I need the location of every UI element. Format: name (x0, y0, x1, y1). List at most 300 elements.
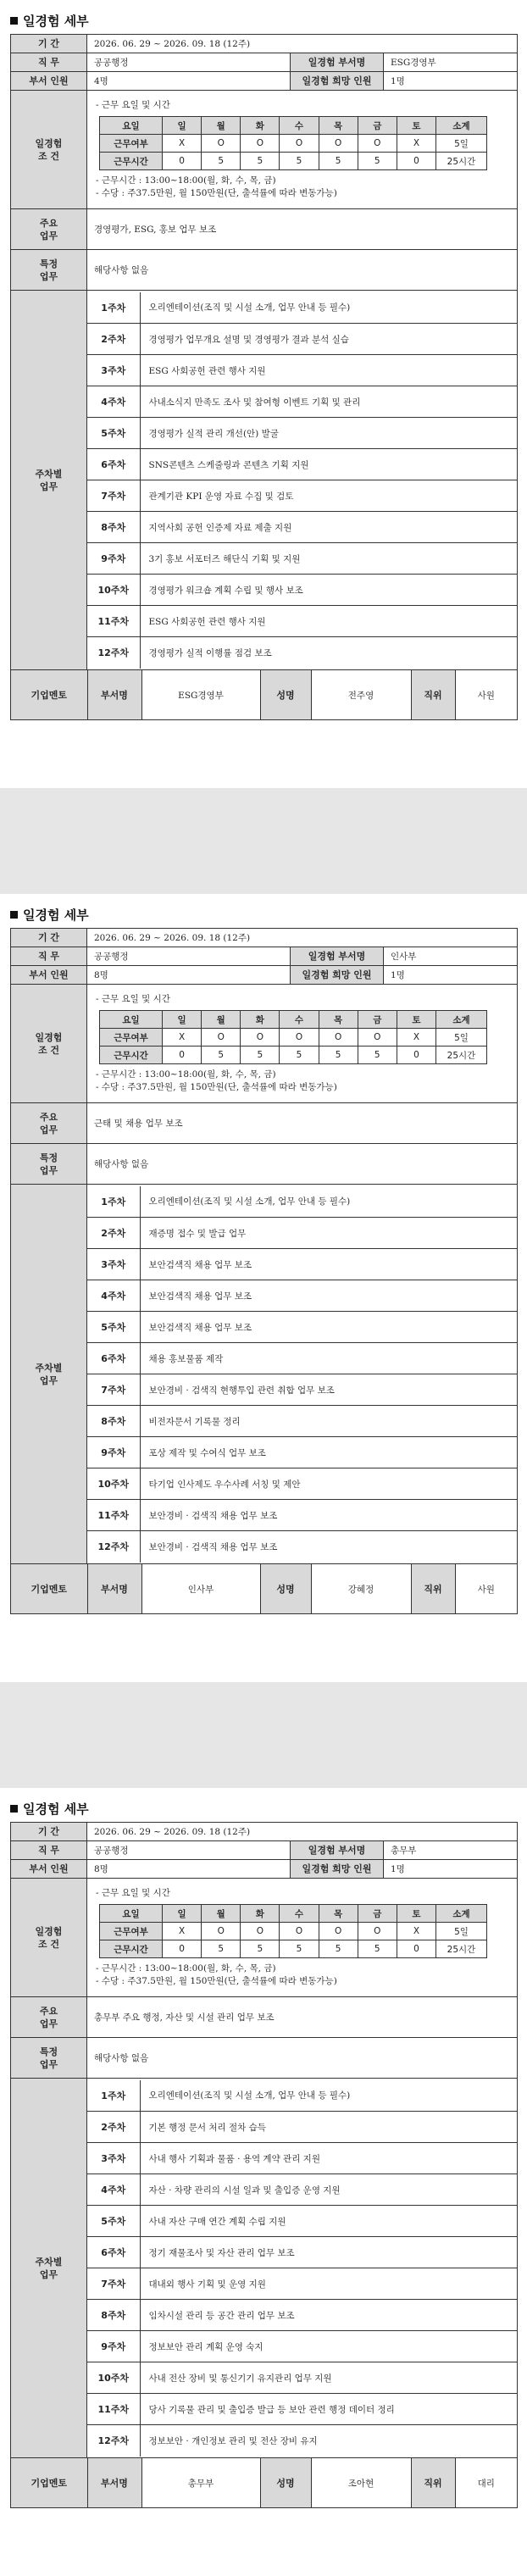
schedule-header-cell: 금 (358, 1905, 397, 1923)
dept-value: 인사부 (384, 947, 518, 966)
week-row (87, 2425, 517, 2457)
schedule-header-cell: 토 (397, 117, 435, 135)
week-row (87, 2174, 517, 2206)
week-task: ESG 사회공헌 관련 행사 지원 (140, 355, 517, 386)
conditions-label: 일경험 조 건 (11, 91, 87, 209)
dept-label: 일경험 부서명 (291, 53, 384, 72)
schedule-row-label: 근무시간 (100, 153, 163, 170)
schedule-cell: O (358, 1923, 397, 1940)
schedule-cell: 5 (202, 1940, 241, 1958)
week-label: 8주차 (87, 1406, 140, 1437)
week-task: 정보보안 관리 계획 운영 숙지 (140, 2331, 517, 2362)
hours-note: - 근무시간 : 13:00~18:00(월, 화, 수, 목, 금) (96, 175, 276, 186)
job-value: 공공행정 (87, 947, 291, 966)
week-task: 사내 자산 구매 연간 계획 수립 지원 (140, 2206, 517, 2237)
week-label: 4주차 (87, 1280, 140, 1312)
mentor-position-value: 사원 (477, 690, 495, 701)
section-title-text: 일경험 세부 (23, 14, 89, 29)
week-row (87, 2268, 517, 2300)
week-row (87, 449, 517, 480)
main-work-label: 주요 업무 (11, 209, 87, 250)
wanted-value: 1명 (384, 1860, 518, 1879)
week-task: 보안경비 · 검색직 현행투입 관련 취합 업무 보조 (140, 1374, 517, 1406)
schedule-header-cell: 목 (319, 117, 358, 135)
schedule-cell: O (319, 135, 358, 153)
dept-value: 총무부 (384, 1841, 518, 1860)
week-task: 3기 홍보 서포터즈 해단식 기획 및 지원 (140, 543, 517, 575)
week-task: 타기업 인사제도 우수사례 서칭 및 제안 (140, 1468, 517, 1500)
schedule-header-row (100, 1905, 487, 1923)
week-label: 3주차 (87, 1249, 140, 1280)
week-row (87, 2080, 517, 2112)
schedule-cell: O (319, 1029, 358, 1046)
week-row (87, 355, 517, 386)
week-row (87, 512, 517, 543)
schedule-cell: 0 (163, 1046, 202, 1064)
mentor-row (11, 1564, 518, 1614)
week-task: 사내소식지 만족도 조사 및 참여형 이벤트 기획 및 관리 (140, 386, 517, 418)
week-row (87, 1218, 517, 1249)
schedule-intro: - 근무 요일 및 시간 (96, 1888, 170, 1898)
job-label: 직 무 (11, 947, 87, 966)
dept-label: 일경험 부서명 (291, 1841, 384, 1860)
period-value: 2026. 06. 29 ~ 2026. 09. 18 (12주) (87, 1823, 518, 1841)
week-row (87, 2331, 517, 2362)
job-value: 공공행정 (87, 1841, 291, 1860)
mentor-dept-label: 부서명 (87, 1564, 141, 1613)
mentor-dept-label: 부서명 (87, 670, 141, 719)
conditions-label: 일경험 조 건 (11, 985, 87, 1103)
week-label: 11주차 (87, 1500, 140, 1531)
week-task: 경영평가 워크숍 계획 수립 및 행사 보조 (140, 575, 517, 606)
schedule-header-cell: 일 (163, 1905, 202, 1923)
week-label: 10주차 (87, 2362, 140, 2394)
week-task: 임차시설 관리 등 공간 관리 업무 보조 (140, 2300, 517, 2331)
schedule-cell: 5 (358, 1046, 397, 1064)
week-label: 1주차 (87, 2080, 140, 2112)
schedule-header-cell: 요일 (100, 1905, 163, 1923)
schedule-header-cell: 월 (202, 117, 241, 135)
week-task: 대내외 행사 기획 및 운영 지원 (140, 2268, 517, 2300)
mentor-dept-label: 부서명 (87, 2458, 141, 2507)
square-bullet-icon (10, 911, 18, 919)
schedule-row-hours (100, 1046, 487, 1064)
schedule-cell: 5일 (436, 1923, 487, 1940)
week-task: 보안검색직 채용 업무 보조 (140, 1312, 517, 1343)
section-title (10, 906, 89, 924)
schedule-table (99, 1010, 487, 1064)
weekly-table (87, 2080, 517, 2457)
headcount-value: 8명 (87, 966, 291, 985)
weekly-work-label: 주차별 업무 (11, 2079, 87, 2458)
schedule-cell: 25시간 (436, 1940, 487, 1958)
schedule-header-cell: 화 (241, 1905, 280, 1923)
week-row (87, 637, 517, 669)
schedule-row-label: 근무여부 (100, 135, 163, 153)
week-task: 사내 전산 장비 및 통신기기 유지관리 업무 지원 (140, 2362, 517, 2394)
week-task: 경영평가 실적 이행률 점검 보조 (148, 647, 272, 658)
mentor-name-label: 성명 (260, 670, 311, 719)
hours-note: - 근무시간 : 13:00~18:00(월, 화, 수, 목, 금) (96, 1963, 276, 1974)
week-row (87, 1312, 517, 1343)
mentor-position-value: 대리 (477, 2478, 495, 2489)
wanted-value: 1명 (384, 72, 518, 91)
main-work-label: 주요 업무 (11, 1103, 87, 1144)
schedule-cell: 5 (319, 1940, 358, 1958)
week-row (87, 2300, 517, 2331)
schedule-header-cell: 수 (280, 117, 319, 135)
pay-note: - 수당 : 주37.5만원, 월 150만원(단, 출석률에 따라 변동가능) (96, 188, 337, 198)
mentor-table (11, 2458, 517, 2507)
mentor-name-value: 전주영 (311, 670, 411, 719)
schedule-cell: X (397, 135, 435, 153)
headcount-label: 부서 인원 (11, 1860, 87, 1879)
schedule-cell: O (241, 135, 280, 153)
mentor-dept-value: 인사부 (141, 1564, 260, 1613)
detail-table (10, 1822, 518, 2508)
week-label: 9주차 (87, 543, 140, 575)
schedule-cell: 5 (241, 1940, 280, 1958)
week-task: 당사 기록물 관리 및 출입증 발급 등 보안 관련 행정 데이터 정리 (140, 2394, 517, 2425)
schedule-intro: - 근무 요일 및 시간 (96, 100, 170, 110)
weekly-table (87, 1186, 517, 1563)
week-label: 3주차 (87, 2143, 140, 2174)
main-work-value: 경영평가, ESG, 홍보 업무 보조 (87, 209, 518, 250)
week-row (87, 2112, 517, 2143)
schedule-row-label: 근무여부 (100, 1029, 163, 1046)
week-label: 12주차 (87, 2425, 140, 2457)
headcount-value: 8명 (87, 1860, 291, 1879)
week-row (87, 1468, 517, 1500)
pay-note: - 수당 : 주37.5만원, 월 150만원(단, 출석률에 따라 변동가능) (96, 1976, 337, 1986)
schedule-cell: O (358, 1029, 397, 1046)
schedule-cell: O (319, 1923, 358, 1940)
schedule-cell: O (202, 135, 241, 153)
week-label: 2주차 (87, 324, 140, 355)
week-row (87, 418, 517, 449)
week-label: 4주차 (87, 386, 140, 418)
schedule-row-hours (100, 1940, 487, 1958)
schedule-cell: 5 (280, 153, 319, 170)
week-task: 관계기관 KPI 운영 자료 수집 및 검토 (140, 480, 517, 512)
week-task: 사내 행사 기획과 물품 · 용역 계약 관리 지원 (140, 2143, 517, 2174)
section-title (10, 1800, 89, 1818)
mentor-position-value: 사원 (477, 1584, 495, 1595)
week-label: 1주차 (87, 292, 140, 324)
weekly-work-cell (87, 2079, 518, 2458)
schedule-cell: 5 (241, 153, 280, 170)
week-label: 5주차 (87, 2206, 140, 2237)
week-row (87, 1437, 517, 1468)
schedule-row-label: 근무여부 (100, 1923, 163, 1940)
schedule-header-cell: 금 (358, 1011, 397, 1029)
week-row (87, 480, 517, 512)
mentor-position-label: 직위 (411, 1564, 455, 1613)
schedule-cell: X (163, 1923, 202, 1940)
main-work-value: 총무부 주요 행정, 자산 및 시설 관리 업무 보조 (87, 1997, 518, 2038)
week-label: 8주차 (87, 2300, 140, 2331)
week-task: 정보보안 · 개인정보 관리 및 전산 장비 유지 (148, 2435, 318, 2446)
schedule-row-workday (100, 135, 487, 153)
week-task: 보안검색직 채용 업무 보조 (140, 1280, 517, 1312)
main-work-label: 주요 업무 (11, 1997, 87, 2038)
section-title-text: 일경험 세부 (23, 1802, 89, 1817)
week-row (87, 1343, 517, 1374)
special-work-label: 특정 업무 (11, 250, 87, 291)
schedule-cell: 5 (202, 153, 241, 170)
week-label: 8주차 (87, 512, 140, 543)
mentor-label: 기업멘토 (11, 1564, 87, 1613)
week-row (87, 2206, 517, 2237)
mentor-table (11, 670, 517, 719)
section-title (10, 12, 89, 30)
mentor-position-label: 직위 (411, 670, 455, 719)
job-label: 직 무 (11, 53, 87, 72)
week-label: 6주차 (87, 1343, 140, 1374)
wanted-label: 일경험 희망 인원 (291, 72, 384, 91)
schedule-header-cell: 소계 (436, 117, 487, 135)
dept-label: 일경험 부서명 (291, 947, 384, 966)
schedule-cell: 0 (397, 1940, 435, 1958)
schedule-cell: 5 (358, 1940, 397, 1958)
mentor-dept-value: 총무부 (141, 2458, 260, 2507)
schedule-cell: 5 (319, 153, 358, 170)
square-bullet-icon (10, 17, 18, 25)
schedule-header-cell: 요일 (100, 117, 163, 135)
week-label: 6주차 (87, 2237, 140, 2268)
week-row (87, 1406, 517, 1437)
wanted-label: 일경험 희망 인원 (291, 966, 384, 985)
week-task: 자산 · 차량 관리의 시설 일과 및 출입증 운영 지원 (140, 2174, 517, 2206)
schedule-cell: 5일 (436, 1029, 487, 1046)
schedule-header-cell: 목 (319, 1011, 358, 1029)
schedule-header-row (100, 1011, 487, 1029)
week-label: 5주차 (87, 418, 140, 449)
week-label: 3주차 (87, 355, 140, 386)
week-row (87, 1249, 517, 1280)
schedule-cell: 5 (241, 1046, 280, 1064)
week-task: 경영평가 실적 관리 개선(안) 발굴 (140, 418, 517, 449)
week-row (87, 575, 517, 606)
week-task: 오리엔테이션(조직 및 시설 소개, 업무 안내 등 필수) (140, 292, 517, 324)
schedule-header-row (100, 117, 487, 135)
period-label: 기 간 (11, 929, 87, 947)
schedule-cell: O (202, 1923, 241, 1940)
mentor-label: 기업멘토 (11, 2458, 87, 2507)
mentor-name-label: 성명 (260, 2458, 311, 2507)
week-row (87, 1374, 517, 1406)
mentor-label: 기업멘토 (11, 670, 87, 719)
schedule-cell: O (280, 1923, 319, 1940)
period-label: 기 간 (11, 1823, 87, 1841)
schedule-cell: 0 (163, 1940, 202, 1958)
headcount-value: 4명 (87, 72, 291, 91)
schedule-header-cell: 화 (241, 1011, 280, 1029)
week-task: 비전자문서 기록물 정리 (140, 1406, 517, 1437)
week-task: 경영평가 업무개요 설명 및 경영평가 결과 분석 실습 (140, 324, 517, 355)
weekly-work-cell (87, 1185, 518, 1564)
weekly-table (87, 292, 517, 669)
conditions-label: 일경험 조 건 (11, 1879, 87, 1997)
schedule-cell: X (163, 135, 202, 153)
detail-page-1 (0, 0, 527, 788)
week-label: 9주차 (87, 2331, 140, 2362)
schedule-header-cell: 일 (163, 117, 202, 135)
week-label: 4주차 (87, 2174, 140, 2206)
week-label: 10주차 (87, 1468, 140, 1500)
schedule-header-cell: 수 (280, 1011, 319, 1029)
schedule-header-cell: 금 (358, 117, 397, 135)
week-task: 재증명 접수 및 발급 업무 (140, 1218, 517, 1249)
week-row (87, 386, 517, 418)
schedule-cell: 0 (397, 153, 435, 170)
schedule-cell: X (397, 1029, 435, 1046)
schedule-header-cell: 화 (241, 117, 280, 135)
headcount-label: 부서 인원 (11, 966, 87, 985)
detail-page-2 (0, 894, 527, 1682)
schedule-cell: O (241, 1029, 280, 1046)
week-task: 기본 행정 문서 처리 절차 습득 (140, 2112, 517, 2143)
mentor-row (11, 2458, 518, 2508)
schedule-header-cell: 월 (202, 1011, 241, 1029)
week-task: 정기 재물조사 및 자산 관리 업무 보조 (140, 2237, 517, 2268)
week-label: 12주차 (87, 637, 140, 669)
schedule-header-cell: 일 (163, 1011, 202, 1029)
schedule-row-hours (100, 153, 487, 170)
mentor-dept-value: ESG경영부 (141, 670, 260, 719)
week-task: 보안경비 · 검색직 채용 업무 보조 (148, 1541, 278, 1552)
week-label: 2주차 (87, 2112, 140, 2143)
week-row (87, 606, 517, 637)
schedule-row-workday (100, 1923, 487, 1940)
week-task: 채용 홍보물품 제작 (140, 1343, 517, 1374)
weekly-work-label: 주차별 업무 (11, 1185, 87, 1564)
schedule-cell: X (163, 1029, 202, 1046)
mentor-row (11, 670, 518, 720)
week-row (87, 2143, 517, 2174)
week-row (87, 1500, 517, 1531)
special-work-label: 특정 업무 (11, 2038, 87, 2079)
week-row (87, 1531, 517, 1563)
schedule-header-cell: 소계 (436, 1905, 487, 1923)
schedule-cell: 5 (319, 1046, 358, 1064)
schedule-cell: O (358, 135, 397, 153)
schedule-cell: 0 (163, 153, 202, 170)
week-label: 1주차 (87, 1186, 140, 1218)
week-task: ESG 사회공헌 관련 행사 지원 (140, 606, 517, 637)
schedule-cell: O (202, 1029, 241, 1046)
mentor-name-label: 성명 (260, 1564, 311, 1613)
special-work-value: 해당사항 없음 (87, 250, 518, 291)
schedule-header-cell: 월 (202, 1905, 241, 1923)
detail-page-3 (0, 1788, 527, 2576)
wanted-label: 일경험 희망 인원 (291, 1860, 384, 1879)
schedule-cell: O (280, 1029, 319, 1046)
detail-table (10, 928, 518, 1614)
schedule-table (99, 1904, 487, 1958)
week-label: 7주차 (87, 1374, 140, 1406)
schedule-header-cell: 토 (397, 1011, 435, 1029)
schedule-cell: 25시간 (436, 153, 487, 170)
pay-note: - 수당 : 주37.5만원, 월 150만원(단, 출석률에 따라 변동가능) (96, 1082, 337, 1092)
schedule-cell: 25시간 (436, 1046, 487, 1064)
week-label: 12주차 (87, 1531, 140, 1563)
period-value: 2026. 06. 29 ~ 2026. 09. 18 (12주) (87, 929, 518, 947)
week-task: 지역사회 공헌 인증제 자료 제출 지원 (140, 512, 517, 543)
schedule-row-workday (100, 1029, 487, 1046)
schedule-header-cell: 토 (397, 1905, 435, 1923)
week-label: 9주차 (87, 1437, 140, 1468)
week-label: 11주차 (87, 606, 140, 637)
schedule-table (99, 116, 487, 170)
schedule-row-label: 근무시간 (100, 1046, 163, 1064)
week-label: 2주차 (87, 1218, 140, 1249)
week-row (87, 2394, 517, 2425)
schedule-cell: 5일 (436, 135, 487, 153)
schedule-cell: O (241, 1923, 280, 1940)
schedule-cell: 5 (280, 1046, 319, 1064)
week-label: 7주차 (87, 2268, 140, 2300)
week-label: 11주차 (87, 2394, 140, 2425)
schedule-intro: - 근무 요일 및 시간 (96, 994, 170, 1004)
wanted-value: 1명 (384, 966, 518, 985)
week-row (87, 2237, 517, 2268)
week-row (87, 543, 517, 575)
week-task: SNS콘텐츠 스케줄링과 콘텐츠 기획 지원 (140, 449, 517, 480)
schedule-header-cell: 수 (280, 1905, 319, 1923)
conditions-cell (87, 91, 518, 209)
special-work-value: 해당사항 없음 (87, 2038, 518, 2079)
dept-value: ESG경영부 (384, 53, 518, 72)
week-label: 6주차 (87, 449, 140, 480)
headcount-label: 부서 인원 (11, 72, 87, 91)
week-label: 7주차 (87, 480, 140, 512)
hours-note: - 근무시간 : 13:00~18:00(월, 화, 수, 목, 금) (96, 1069, 276, 1080)
week-task: 보안검색직 채용 업무 보조 (140, 1249, 517, 1280)
job-label: 직 무 (11, 1841, 87, 1860)
schedule-header-cell: 목 (319, 1905, 358, 1923)
week-task: 보안경비 · 검색직 채용 업무 보조 (140, 1500, 517, 1531)
week-task: 포상 제작 및 수여식 업무 보조 (140, 1437, 517, 1468)
period-label: 기 간 (11, 35, 87, 53)
week-task: 오리엔테이션(조직 및 시설 소개, 업무 안내 등 필수) (140, 1186, 517, 1218)
special-work-value: 해당사항 없음 (87, 1144, 518, 1185)
week-label: 5주차 (87, 1312, 140, 1343)
mentor-table (11, 1564, 517, 1613)
week-row (87, 324, 517, 355)
weekly-work-cell (87, 291, 518, 670)
job-value: 공공행정 (87, 53, 291, 72)
schedule-cell: O (280, 135, 319, 153)
main-work-value: 근태 및 채용 업무 보조 (87, 1103, 518, 1144)
conditions-cell (87, 1879, 518, 1997)
section-title-text: 일경험 세부 (23, 908, 89, 923)
schedule-cell: 5 (202, 1046, 241, 1064)
schedule-cell: 5 (358, 153, 397, 170)
schedule-cell: X (397, 1923, 435, 1940)
schedule-row-label: 근무시간 (100, 1940, 163, 1958)
schedule-cell: 0 (397, 1046, 435, 1064)
detail-table (10, 34, 518, 720)
week-task: 오리엔테이션(조직 및 시설 소개, 업무 안내 등 필수) (140, 2080, 517, 2112)
week-row (87, 1280, 517, 1312)
week-row (87, 2362, 517, 2394)
week-row (87, 292, 517, 324)
schedule-header-cell: 요일 (100, 1011, 163, 1029)
schedule-cell: 5 (280, 1940, 319, 1958)
mentor-name-value: 조아현 (311, 2458, 411, 2507)
square-bullet-icon (10, 1805, 18, 1813)
